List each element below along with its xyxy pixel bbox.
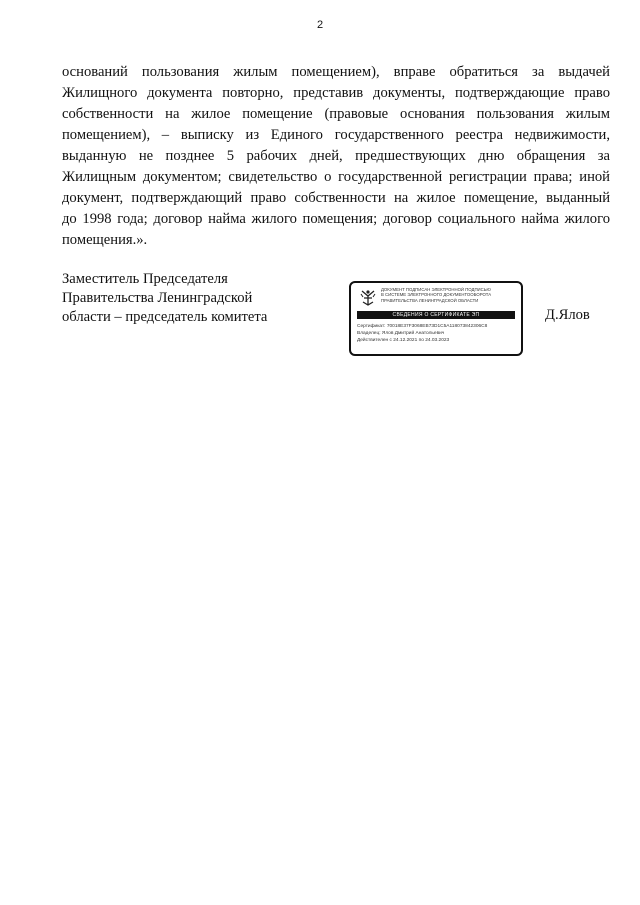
stamp-header-line: ПРАВИТЕЛЬСТВА ЛЕНИНГРАДСКОЙ ОБЛАСТИ [381,297,479,303]
stamp-header-line: В СИСТЕМЕ ЭЛЕКТРОННОГО ДОКУМЕНТООБОРОТА [381,292,492,298]
certificate-details [357,323,519,344]
body-line: Жилищного документа повторно, представив документы, подтверждающие право [62,85,610,101]
body-line: помещением), – выписку из Единого государственного реестра недвижимости, [62,127,610,143]
coat-of-arms-icon [359,288,377,308]
body-line: собственности на жилое помещение (правовые основания пользования жилым [62,106,610,122]
body-line: оснований пользования жилым помещением), вправе обратиться за выдачей [62,64,610,80]
signatory-title-line: Заместитель Председателя [62,271,228,287]
signatory-title [62,270,267,327]
signatory-name: Д.Ялов [545,307,590,323]
stamp-header-line: ДОКУМЕНТ ПОДПИСАН ЭЛЕКТРОННОЙ ПОДПИСЬЮ [381,287,491,292]
certificate-owner: Владелец: Ялов Дмитрий Анатольевич [357,331,445,336]
page-number: 2 [316,19,324,31]
body-line: документ, подтверждающий право собственности на жилое помещение, выданный [62,190,610,206]
certificate-number: Сертификат: 70018E37F3068EB73D1C5A118073842306C8 [357,324,488,329]
signatory-title-line: Правительства Ленинградской [62,290,253,306]
signatory-title-line: области – председатель комитета [62,309,268,325]
body-line: Жилищным документом; свидетельство о государственной регистрации права; иной [62,169,610,185]
body-line: до 1998 года; договор найма жилого помещения; договор социального найма жилого [62,211,610,227]
body-line: помещения.». [62,232,148,248]
stamp-header [381,287,519,303]
electronic-signature-stamp [349,281,523,356]
body-line: выданную не позднее 5 рабочих дней, предшествующих дню обращения за [62,148,610,164]
body-paragraph [62,62,610,251]
certificate-info-bar: СВЕДЕНИЯ О СЕРТИФИКАТЕ ЭП [357,311,515,319]
certificate-validity: Действителен с 24.12.2021 по 24.03.2023 [357,338,450,343]
